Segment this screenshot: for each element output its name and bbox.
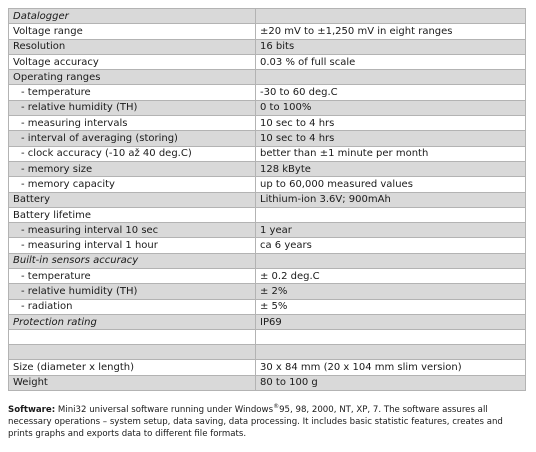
spec-label: - interval of averaging (storing) [9,131,256,146]
registered-mark: ® [273,403,280,411]
software-note [8,404,528,440]
table-row [9,345,526,360]
spec-value: 80 to 100 g [256,375,526,390]
spec-value: 30 x 84 mm (20 x 104 mm slim version) [256,360,526,375]
table-row [9,269,526,284]
table-row [9,39,526,54]
spec-label: Datalogger [9,9,256,24]
spec-label: - measuring interval 1 hour [9,238,256,253]
spec-value: 128 kByte [256,161,526,176]
spec-label: - relative humidity (TH) [9,284,256,299]
software-text-1: Mini32 universal software running under Windows [55,405,274,415]
spec-value [256,207,526,222]
spec-label: - measuring intervals [9,116,256,131]
spec-label: Size (diameter x length) [9,360,256,375]
spec-value [256,345,526,360]
table-row [9,192,526,207]
table-row [9,100,526,115]
spec-label: Voltage range [9,24,256,39]
spec-table [8,8,526,391]
spec-label: Resolution [9,39,256,54]
spec-value: 10 sec to 4 hrs [256,116,526,131]
table-row [9,85,526,100]
spec-label: - memory capacity [9,177,256,192]
spec-label: - relative humidity (TH) [9,100,256,115]
spec-label: - radiation [9,299,256,314]
spec-value: 10 sec to 4 hrs [256,131,526,146]
table-row [9,70,526,85]
spec-label: Built-in sensors accuracy [9,253,256,268]
spec-label: Battery lifetime [9,207,256,222]
spec-value: ± 5% [256,299,526,314]
spec-label: Voltage accuracy [9,54,256,69]
spec-value: -30 to 60 deg.C [256,85,526,100]
spec-label: Weight [9,375,256,390]
spec-value: ca 6 years [256,238,526,253]
table-row [9,314,526,329]
spec-value: 1 year [256,223,526,238]
table-row [9,54,526,69]
spec-value: up to 60,000 measured values [256,177,526,192]
spec-label: - temperature [9,269,256,284]
table-row [9,207,526,222]
table-row [9,360,526,375]
table-row [9,9,526,24]
spec-value [256,253,526,268]
table-row [9,131,526,146]
spec-label: - measuring interval 10 sec [9,223,256,238]
spec-value [256,9,526,24]
table-row [9,177,526,192]
spec-value: 16 bits [256,39,526,54]
spec-value: better than ±1 minute per month [256,146,526,161]
spec-table-body [9,9,526,391]
table-row [9,284,526,299]
table-row [9,223,526,238]
spec-value: IP69 [256,314,526,329]
spec-label: - temperature [9,85,256,100]
table-row [9,116,526,131]
table-row [9,238,526,253]
software-text-2: 95, 98, 2000, NT, XP, 7. The software assures all necessary operations – system setup, data saving, data processing. It includes basic statistic features, creates and prints graphs and exports data to different file formats. [8,405,503,439]
table-row [9,146,526,161]
spec-value: ± 0.2 deg.C [256,269,526,284]
spec-label: Operating ranges [9,70,256,85]
spec-value: 0.03 % of full scale [256,54,526,69]
spec-label: - memory size [9,161,256,176]
spec-label: Battery [9,192,256,207]
table-row [9,161,526,176]
spec-label: - clock accuracy (-10 až 40 deg.C) [9,146,256,161]
table-row [9,299,526,314]
table-row [9,253,526,268]
spec-value [256,330,526,345]
software-label: Software: [8,405,56,415]
spec-value [256,70,526,85]
spec-value: ± 2% [256,284,526,299]
spec-label: Protection rating [9,314,256,329]
spec-value: ±20 mV to ±1,250 mV in eight ranges [256,24,526,39]
table-row [9,375,526,390]
spec-label [9,330,256,345]
table-row [9,330,526,345]
spec-value: 0 to 100% [256,100,526,115]
table-row [9,24,526,39]
spec-label [9,345,256,360]
spec-value: Lithium-ion 3.6V; 900mAh [256,192,526,207]
